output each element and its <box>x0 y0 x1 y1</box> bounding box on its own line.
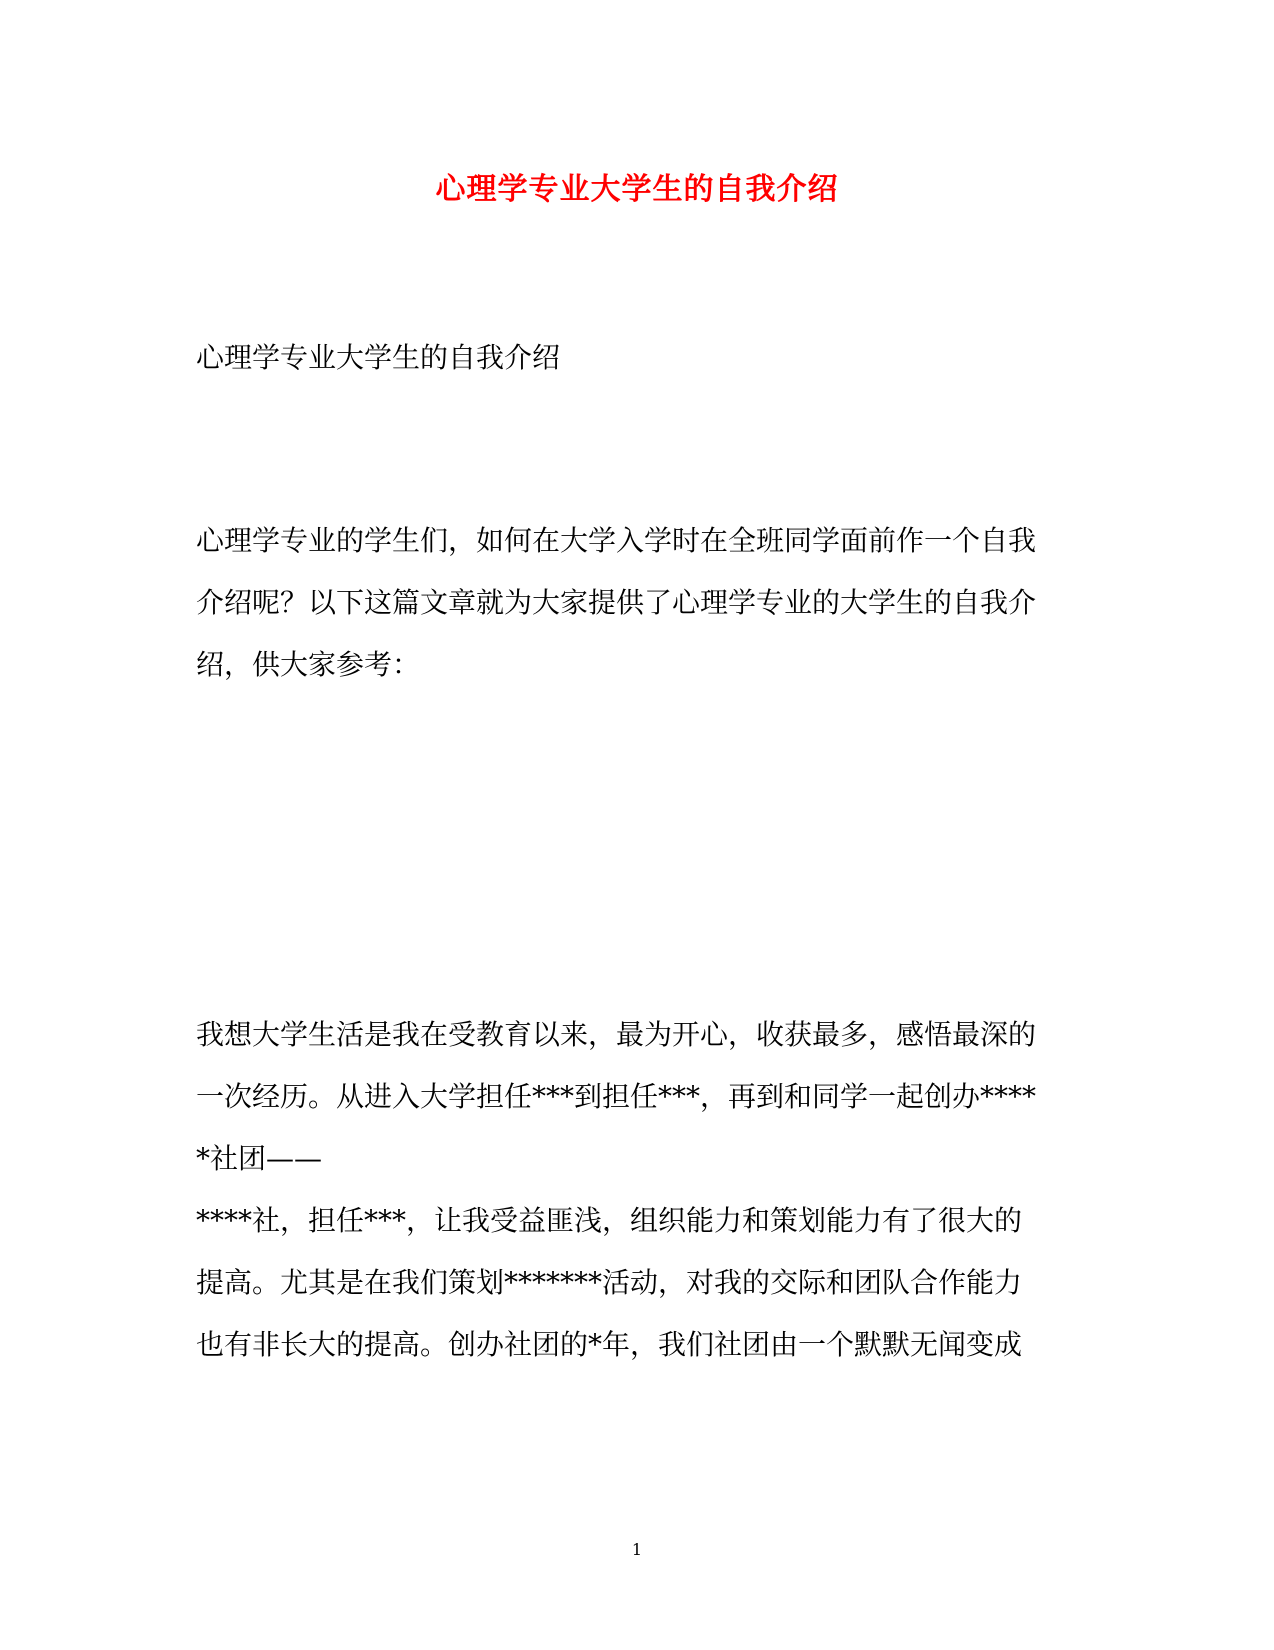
paragraph-2-line-5: 提高。尤其是在我们策划*******活动，对我的交际和团队合作能力 <box>196 1266 1023 1299</box>
paragraph-1-line-3: 绍，供大家参考： <box>196 648 421 681</box>
paragraph-2-line-2: 一次经历。从进入大学担任***到担任***，再到和同学一起创办**** <box>196 1080 1037 1113</box>
page-number: 1 <box>631 1540 643 1559</box>
paragraph-2-line-6: 也有非长大的提高。创办社团的*年，我们社团由一个默默无闻变成 <box>196 1328 1023 1361</box>
document-title: 心理学专业大学生的自我介绍 <box>435 172 839 207</box>
paragraph-2-line-1: 我想大学生活是我在受教育以来，最为开心，收获最多，感悟最深的 <box>196 1018 1037 1051</box>
subtitle: 心理学专业大学生的自我介绍 <box>196 341 561 374</box>
paragraph-2-line-3: *社团—— <box>196 1142 323 1175</box>
paragraph-2-line-4: ****社，担任***，让我受益匪浅，组织能力和策划能力有了很大的 <box>196 1204 1023 1237</box>
paragraph-1-line-1: 心理学专业的学生们，如何在大学入学时在全班同学面前作一个自我 <box>196 524 1037 557</box>
paragraph-1-line-2: 介绍呢？以下这篇文章就为大家提供了心理学专业的大学生的自我介 <box>196 586 1037 619</box>
